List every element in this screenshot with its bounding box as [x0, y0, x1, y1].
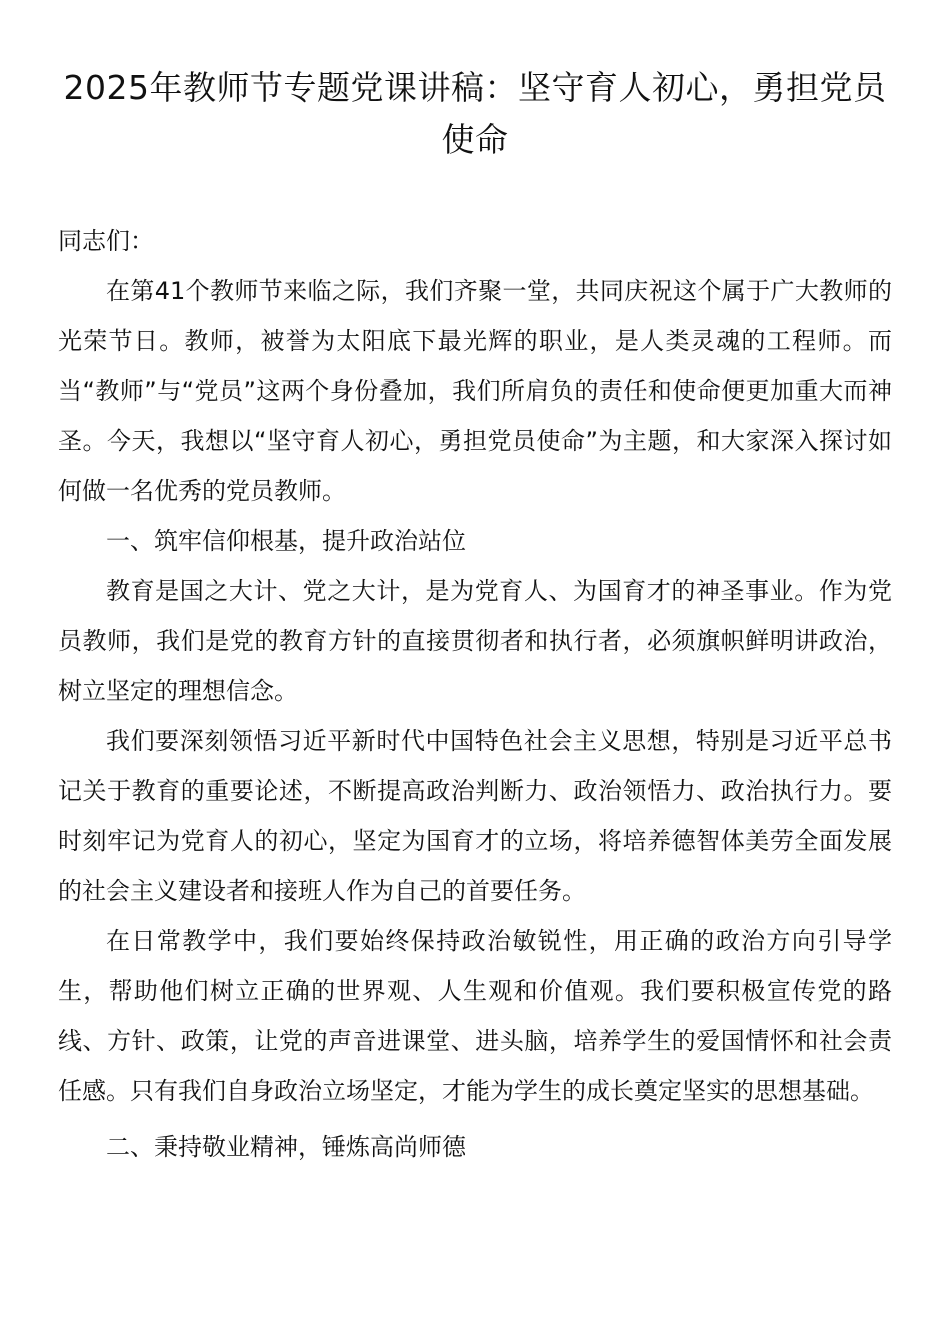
paragraph-study: 我们要深刻领悟习近平新时代中国特色社会主义思想，特别是习近平总书记关于教育的重要论述，不断提高政治判断力、政治领悟力、政治执行力。要时刻牢记为党育人的初心，坚定为国育才的立场，将培养德智体美劳全面发展的社会主义建设者和接班人作为自己的首要任务。	[58, 727, 892, 905]
paragraph-teaching: 在日常教学中，我们要始终保持政治敏锐性，用正确的政治方向引导学生，帮助他们树立正确的世界观、人生观和价值观。我们要积极宣传党的路线、方针、政策，让党的声音进课堂、进头脑，培养学生的爱国情怀和社会责任感。只有我们自身政治立场坚定，才能为学生的成长奠定坚实的思想基础。	[58, 927, 892, 1105]
section-heading-1: 一、筑牢信仰根基，提升政治站位	[106, 527, 466, 555]
section-heading-2: 二、秉持敬业精神，锤炼高尚师德	[106, 1133, 466, 1161]
salutation: 同志们：	[58, 227, 154, 255]
paragraph-education: 教育是国之大计、党之大计，是为党育人、为国育才的神圣事业。作为党员教师，我们是党的教育方针的直接贯彻者和执行者，必须旗帜鲜明讲政治，树立坚定的理想信念。	[58, 577, 892, 705]
document-body	[58, 216, 892, 1172]
document-title: 2025年教师节专题党课讲稿：坚守育人初心，勇担党员使命	[63, 68, 887, 159]
paragraph-intro: 在第41个教师节来临之际，我们齐聚一堂，共同庆祝这个属于广大教师的光荣节日。教师，被誉为太阳底下最光辉的职业，是人类灵魂的工程师。而当“教师”与“党员”这两个身份叠加，我们所肩负的责任和使命便更加重大而神圣。今天，我想以“坚守育人初心，勇担党员使命”为主题，和大家深入探讨如何做一名优秀的党员教师。	[58, 277, 892, 505]
